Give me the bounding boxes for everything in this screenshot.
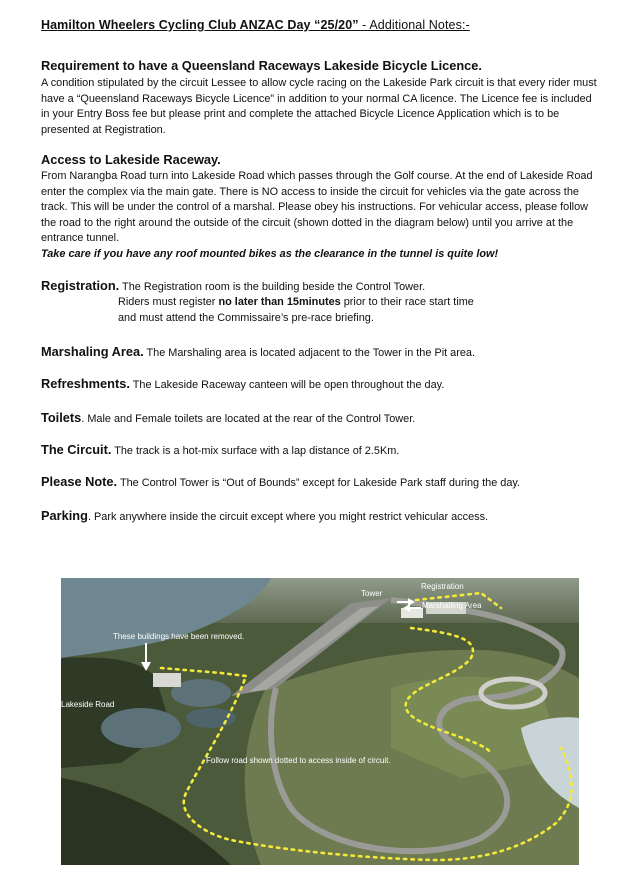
licence-paragraph: A condition stipulated by the circuit Lessee to allow cycle racing on the Lakeside Park circuit is that every rider must have a “Queensland Raceways Bicycle Licence” in addition to your normal CA licence. The Licence fee is included in your Entry Boss fee but please print and complete the attached Bicycle Licence Application which is to be presented at Registration. — [41, 77, 597, 136]
control-tower-building — [401, 608, 423, 618]
parking-label: Parking — [41, 508, 88, 523]
label-tower: Tower — [361, 589, 383, 598]
access-section-title: Access to Lakeside Raceway. — [41, 152, 221, 167]
marshaling-text: The Marshaling area is located adjacent to the Tower in the Pit area. — [143, 347, 476, 359]
circuit-text: The track is a hot-mix surface with a lap distance of 2.5Km. — [111, 445, 400, 457]
registration-line-3: and must attend the Commissaire’s pre-race briefing. — [118, 312, 374, 324]
licence-section-body — [41, 76, 601, 138]
refreshments-text: The Lakeside Raceway canteen will be open throughout the day. — [129, 379, 445, 391]
registration-line-2-pre: Riders must register — [118, 296, 219, 308]
refreshments-label: Refreshments. — [41, 376, 130, 391]
parking-text: . Park anywhere inside the circuit except where you might restrict vehicular access. — [87, 511, 489, 523]
header-note: - Additional Notes:- — [358, 18, 470, 32]
circuit-item — [41, 442, 399, 457]
circuit-label: The Circuit. — [41, 442, 112, 457]
page-header — [41, 18, 470, 32]
toilets-text: . Male and Female toilets are located at the rear of the Control Tower. — [81, 413, 416, 425]
header-title: Hamilton Wheelers Cycling Club ANZAC Day “25/20” — [41, 18, 359, 32]
removed-buildings — [153, 673, 181, 687]
toilets-label: Toilets — [41, 410, 82, 425]
access-paragraph: From Narangba Road turn into Lakeside Road which passes through the Golf course. At the end of Lakeside Road enter the complex via the main gate. There is NO access to inside the circuit for vehicles via the gate across the track. This will be under the control of a marshal. Please obey his instructions. For vehicular access, please follow the road to the right around the outside of the circuit (shown dotted in the diagram below) until you arrive at the entrance tunnel. — [41, 170, 593, 245]
refreshments-item — [41, 376, 444, 391]
label-follow-dotted-road: Follow road shown dotted to access inside of circuit. — [206, 756, 391, 765]
registration-item — [41, 278, 425, 293]
label-marshalling-area: Marshalling Area — [422, 601, 482, 610]
registration-label: Registration. — [41, 278, 120, 293]
registration-line-2 — [118, 294, 474, 310]
label-removed-buildings: These buildings have been removed. — [113, 632, 245, 641]
registration-text: The Registration room is the building beside the Control Tower. — [119, 281, 426, 293]
please-note-text: The Control Tower is “Out of Bounds” except for Lakeside Park staff during the day. — [117, 477, 521, 489]
circuit-aerial-photo — [61, 578, 579, 865]
please-note-label: Please Note. — [41, 474, 118, 489]
registration-line-2-post: prior to their race start time — [340, 296, 474, 308]
label-lakeside-road: Lakeside Road — [61, 700, 115, 709]
access-warning: Take care if you have any roof mounted bikes as the clearance in the tunnel is quite low! — [41, 247, 499, 260]
parking-item — [41, 508, 488, 523]
toilets-item — [41, 410, 415, 425]
label-registration: Registration — [421, 582, 464, 591]
pond-small — [186, 708, 236, 728]
marshaling-label: Marshaling Area. — [41, 344, 144, 359]
circuit-map-svg — [61, 578, 579, 865]
access-section-body — [41, 169, 601, 263]
pond-left — [101, 708, 181, 748]
licence-section-title: Requirement to have a Queensland Raceways Lakeside Bicycle Licence. — [41, 58, 482, 73]
registration-deadline: no later than 15minutes — [218, 296, 341, 308]
please-note-item — [41, 474, 520, 489]
marshaling-item — [41, 344, 475, 359]
